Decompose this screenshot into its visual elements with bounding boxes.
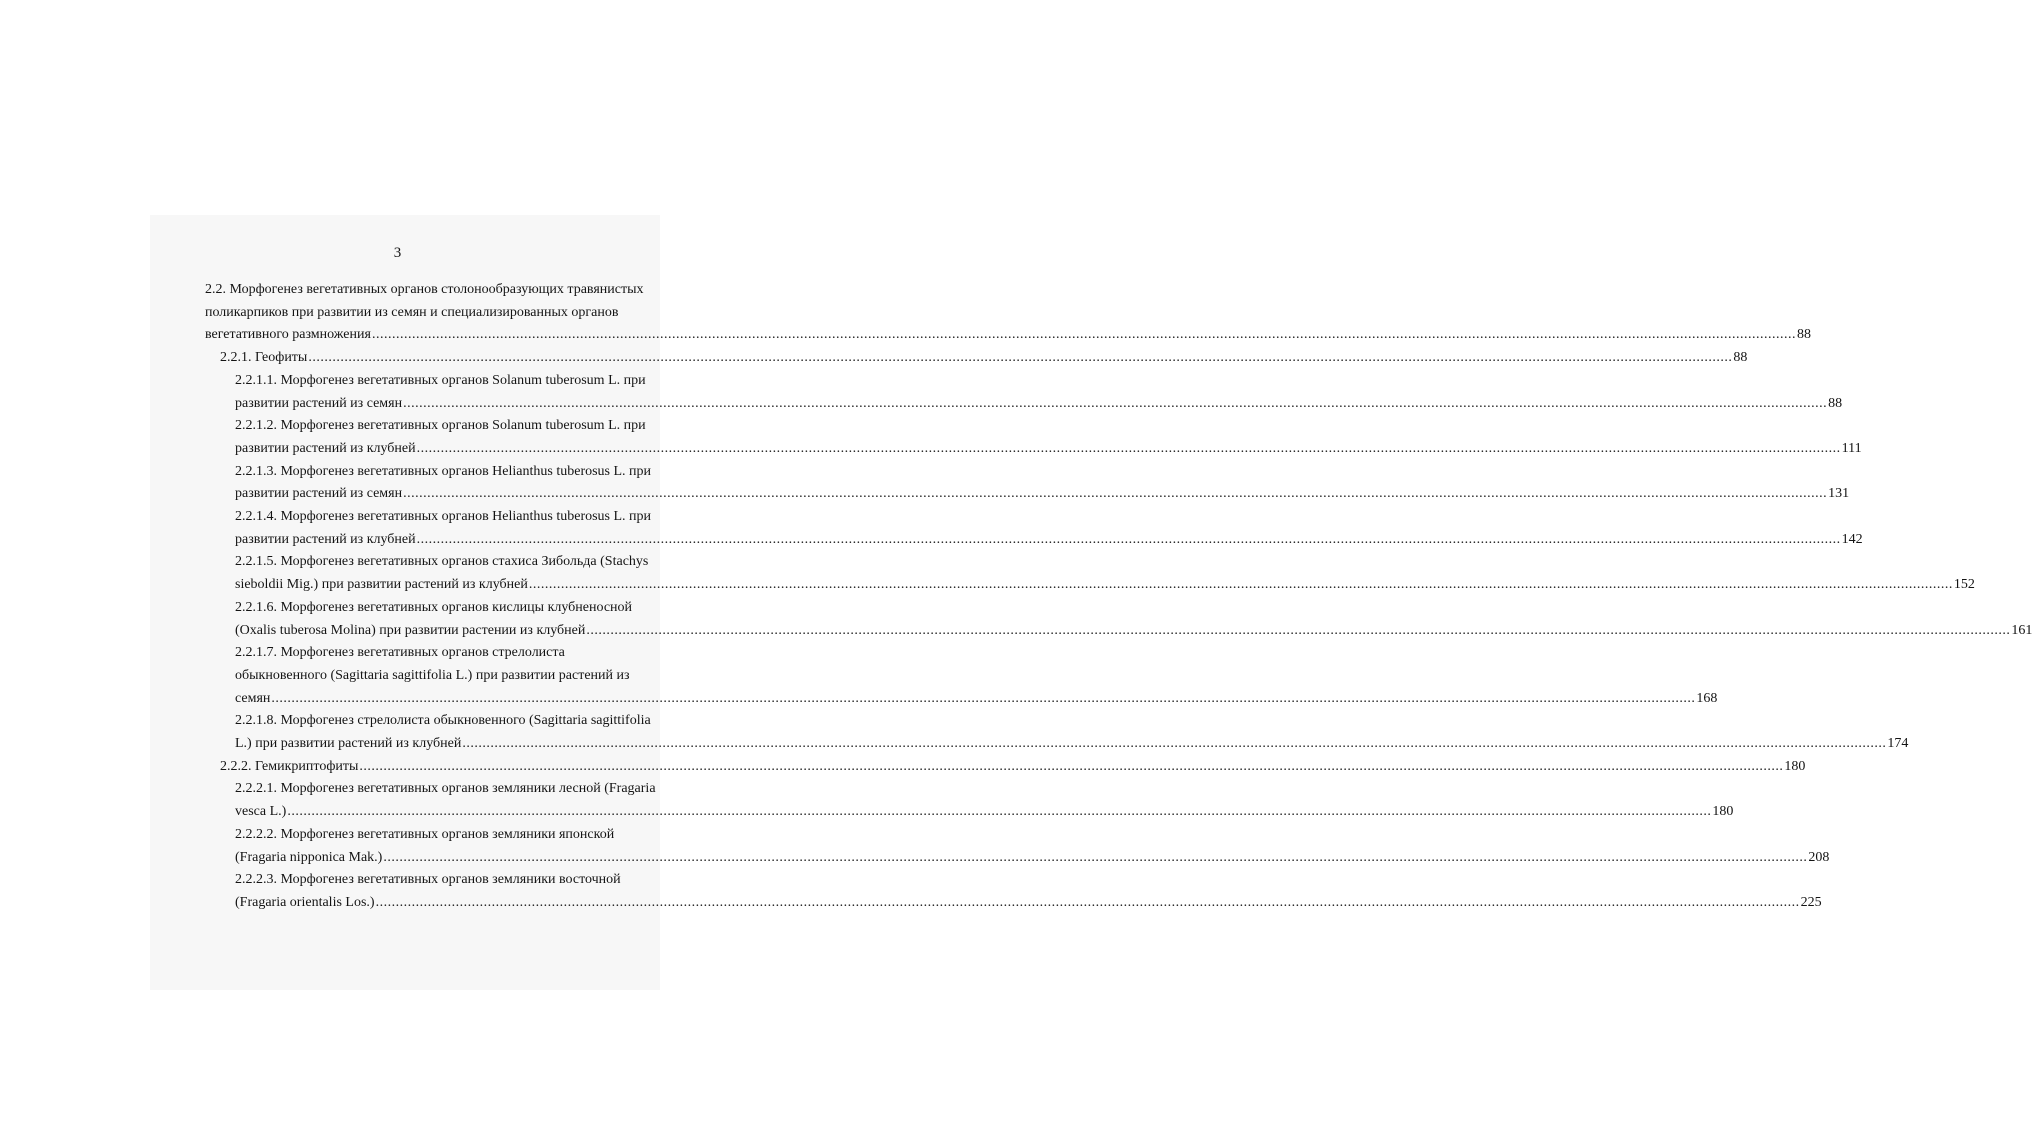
toc-page-number: 142 xyxy=(1841,531,1863,547)
toc-entry-text: семян xyxy=(235,690,271,706)
toc-entry-line: 2.2.2.3. Морфогенез вегетативных органов земляники восточной xyxy=(235,872,621,888)
toc-entry-line xyxy=(235,392,1843,415)
toc-entry-line: 2.2.1.4. Морфогенез вегетативных органов Helianthus tuberosus L. при xyxy=(235,509,652,524)
toc-page-number: 152 xyxy=(1953,577,1975,593)
toc-entry-text: развитии растений из семян xyxy=(235,395,403,411)
dot-leader: .................................................................................................................................................................................................................................................................................................................................................................... xyxy=(371,327,1796,343)
toc-page-number: 180 xyxy=(1712,804,1734,820)
toc-entry-line: 2.2.2.1. Морфогенез вегетативных органов земляники лесной (Fragaria xyxy=(235,781,656,797)
dot-leader: .................................................................................................................................................................................................................................................................................................................................................................... xyxy=(416,531,1841,547)
toc-entry-line xyxy=(235,619,2032,642)
toc-entry-text: развитии растений из семян xyxy=(235,486,403,502)
dot-leader: .................................................................................................................................................................................................................................................................................................................................................................... xyxy=(416,440,1841,456)
toc-page-number: 111 xyxy=(1841,440,1862,456)
dot-leader: .................................................................................................................................................................................................................................................................................................................................................................... xyxy=(375,894,1800,910)
dot-leader: .................................................................................................................................................................................................................................................................................................................................................................... xyxy=(586,622,2011,638)
toc-entry-text: vesca L.) xyxy=(235,804,287,820)
toc-page-number: 225 xyxy=(1800,894,1822,910)
toc-entry-line: 2.2.1.3. Морфогенез вегетативных органов Helianthus tuberosus L. при xyxy=(235,463,652,479)
toc-page-number: 168 xyxy=(1696,690,1718,706)
toc-entry-line xyxy=(235,732,1909,755)
toc-entry-line: 2.2.2.2. Морфогенез вегетативных органов земляники японской xyxy=(235,826,615,842)
dot-leader: .................................................................................................................................................................................................................................................................................................................................................................... xyxy=(271,690,1696,706)
toc-entry-text: развитии растений из клубней xyxy=(235,440,416,456)
dot-leader: .................................................................................................................................................................................................................................................................................................................................................................... xyxy=(287,804,1712,820)
toc-entry-text: sieboldii Mig.) при развитии растений из клубней xyxy=(235,577,528,593)
dot-leader: .................................................................................................................................................................................................................................................................................................................................................................... xyxy=(528,577,1953,593)
toc-entry-line xyxy=(235,891,1822,914)
toc-entry-text: (Oxalis tuberosa Molina) при развитии растении из клубней xyxy=(235,622,586,638)
toc-entry-text: L.) при развитии растений из клубней xyxy=(235,736,462,751)
toc-entry-line xyxy=(235,528,1863,551)
toc-entry-line: 2.2.1.6. Морфогенез вегетативных органов кислицы клубненосной xyxy=(235,599,633,615)
toc-entry-line xyxy=(235,687,1718,710)
dot-leader: .................................................................................................................................................................................................................................................................................................................................................................... xyxy=(383,849,1808,865)
toc-entry-line: поликарпиков при развитии из семян и специализированных органов xyxy=(205,304,619,320)
dot-leader: .................................................................................................................................................................................................................................................................................................................................................................... xyxy=(308,350,1733,366)
toc-page-number: 208 xyxy=(1808,849,1830,865)
toc-entry-line xyxy=(220,346,1748,369)
dot-leader: .................................................................................................................................................................................................................................................................................................................................................................... xyxy=(462,736,1887,751)
toc-entry-line: 2.2.1.2. Морфогенез вегетативных органов Solanum tuberosum L. при xyxy=(235,418,646,434)
toc-entry-line xyxy=(235,846,1830,869)
dot-leader: .................................................................................................................................................................................................................................................................................................................................................................... xyxy=(403,486,1828,502)
toc-entry-line: обыкновенного (Sagittaria sagittifolia L.) при развитии растений из xyxy=(235,667,630,683)
page-number: 3 xyxy=(393,245,402,261)
toc-entry-line xyxy=(235,800,1734,823)
toc-entry-text: развитии растений из клубней xyxy=(235,531,416,547)
toc-entry-line xyxy=(235,482,1850,505)
toc-page-number: 88 xyxy=(1733,350,1748,366)
toc-entry-text: вегетативного размножения xyxy=(205,327,371,343)
toc-entry-text: (Fragaria orientalis Los.) xyxy=(235,894,375,910)
toc-page-number: 131 xyxy=(1828,486,1850,502)
toc-entry-line xyxy=(235,573,1975,596)
toc-entry-text: 2.2.2. Гемикриптофиты xyxy=(220,758,359,774)
toc-page-number: 161 xyxy=(2011,622,2032,638)
toc-entry-line xyxy=(205,323,1811,346)
toc-entry-line: 2.2.1.8. Морфогенез стрелолиста обыкновенного (Sagittaria sagittifolia xyxy=(235,713,651,729)
toc-entry-line: 2.2.1.7. Морфогенез вегетативных органов стрелолиста xyxy=(235,645,565,661)
toc-entry-line: 2.2.1.5. Морфогенез вегетативных органов стахиса Зибольда (Stachys xyxy=(235,554,649,570)
toc-page-number: 174 xyxy=(1887,736,1909,751)
toc-entry-line xyxy=(235,437,1862,460)
toc-entry-line: 2.2.1.1. Морфогенез вегетативных органов Solanum tuberosum L. при xyxy=(235,372,646,388)
toc-entry-text: 2.2.1. Геофиты xyxy=(220,350,308,366)
toc-page-number: 180 xyxy=(1784,758,1806,774)
toc-entry-line: 2.2. Морфогенез вегетативных органов столонообразующих травянистых xyxy=(205,282,644,297)
dot-leader: .................................................................................................................................................................................................................................................................................................................................................................... xyxy=(403,395,1828,411)
toc-page-number: 88 xyxy=(1796,327,1811,343)
toc-entry-text: (Fragaria nipponica Mak.) xyxy=(235,849,383,865)
toc-page-number: 88 xyxy=(1828,395,1843,411)
dot-leader: .................................................................................................................................................................................................................................................................................................................................................................... xyxy=(359,758,1784,774)
toc-entry-line xyxy=(220,755,1806,778)
